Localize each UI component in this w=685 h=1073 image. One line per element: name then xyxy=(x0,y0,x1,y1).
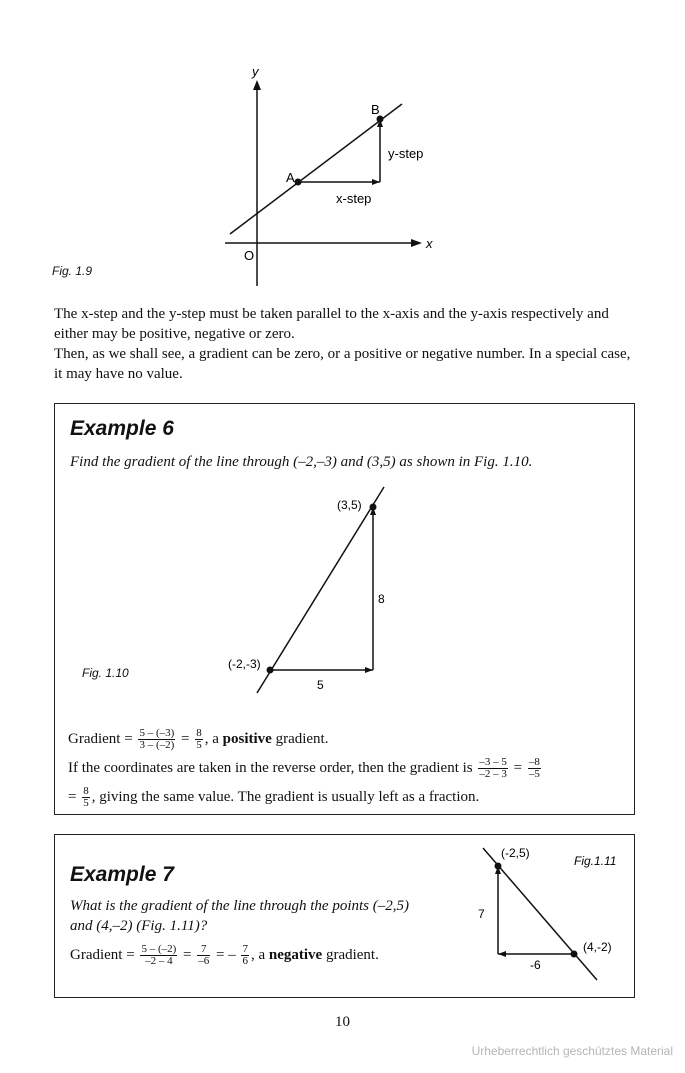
point-a-dot xyxy=(295,179,302,186)
bottom-point-dot xyxy=(267,667,274,674)
fraction: $\frac{-3 - 5}{-2 - 3}$ xyxy=(479,756,507,780)
fig-1-10-caption: Fig. 1.10 xyxy=(82,666,129,680)
bottom-point-dot xyxy=(571,951,578,958)
gradient-line-1: Gradient = $\frac{5 - (-3)}{3 - (-2)}$ = $\frac{8}{5}$ , a positive gradient. xyxy=(68,727,329,751)
fig-1-11-caption: Fig.1.11 xyxy=(574,854,617,868)
bottom-point-label: (-2,-3) xyxy=(228,657,261,671)
y-step-label: y-step xyxy=(388,146,424,161)
fraction: $\frac{5 - (-2)}{-2 - 4}$ xyxy=(141,943,177,967)
gradient-line-2: Gradient = $\frac{5 - (-2)}{-2 - 4}$ = $\frac{7}{-6}$ = – $\frac{7}{6}$ , a negative gradient. xyxy=(70,943,379,967)
run-label: 5 xyxy=(317,678,324,692)
fraction: $\frac{8}{5}$ xyxy=(196,727,202,751)
fig-1-9-caption: Fig. 1.9 xyxy=(52,264,93,278)
bottom-point-label: (4,-2) xyxy=(583,940,612,954)
final-value-line: = $\frac{8}{5}$ , giving the same value. The gradient is usually left as a fraction. xyxy=(68,785,480,809)
watermark: Urheberrechtlich geschütztes Material xyxy=(471,1044,673,1058)
point-a-label: A xyxy=(286,170,295,185)
fraction: $\frac{-8}{-5}$ xyxy=(528,756,540,780)
figure-1-11 xyxy=(0,838,685,988)
example-7-title: Example 7 xyxy=(70,863,174,886)
top-point-dot xyxy=(495,863,502,870)
intro-paragraph-1: The x-step and the y-step must be taken parallel to the x-axis and the y-axis respectively and either may be positive, negative or zero. xyxy=(54,306,609,342)
run-label: -6 xyxy=(530,958,541,972)
run-arrow xyxy=(365,667,373,673)
point-b-label: B xyxy=(371,102,380,117)
intro-paragraph-2: Then, as we shall see, a gradient can be zero, or a positive or negative number. In a special case, it may have no value. xyxy=(54,346,631,382)
fraction: $\frac{7}{-6}$ xyxy=(198,943,210,967)
figure-1-9 xyxy=(0,0,685,300)
rise-label: 8 xyxy=(378,592,385,606)
y-axis-arrow xyxy=(253,80,261,90)
example-6-question: Find the gradient of the line through (–2,–3) and (3,5) as shown in Fig. 1.10. xyxy=(70,454,533,470)
fraction: $\frac{5 - (-3)}{3 - (-2)}$ xyxy=(139,727,175,751)
y-axis-label: y xyxy=(252,64,259,79)
x-axis-label: x xyxy=(426,236,433,251)
example-6-title: Example 6 xyxy=(70,417,174,440)
gradient-label: Gradient = xyxy=(68,730,133,747)
run-arrow xyxy=(498,951,506,957)
example-7-question: What is the gradient of the line through the points (–2,5) and (4,–2) (Fig. 1.11)? xyxy=(70,898,409,934)
positive-word: positive xyxy=(222,730,272,747)
negative-word: negative xyxy=(268,946,323,963)
top-point-label: (-2,5) xyxy=(501,846,530,860)
fraction: $\frac{7}{6}$ xyxy=(242,943,248,967)
x-step-label: x-step xyxy=(336,191,372,206)
reverse-order-line: If the coordinates are taken in the reverse order, then the gradient is $\frac{-3 - 5}{-2 - 3}$ = $\frac{-8}{-5}$ xyxy=(68,756,540,780)
x-axis-arrow xyxy=(411,239,422,247)
origin-label: O xyxy=(244,248,255,263)
gradient-label: Gradient = xyxy=(70,946,135,963)
rise-label: 7 xyxy=(478,907,485,921)
fraction: $\frac{8}{5}$ xyxy=(83,785,89,809)
top-point-label: (3,5) xyxy=(337,498,362,512)
x-step-arrow xyxy=(372,179,380,185)
graph-line xyxy=(230,104,402,234)
page-number: 10 xyxy=(335,1014,350,1030)
top-point-dot xyxy=(370,504,377,511)
graph-line xyxy=(257,487,384,693)
